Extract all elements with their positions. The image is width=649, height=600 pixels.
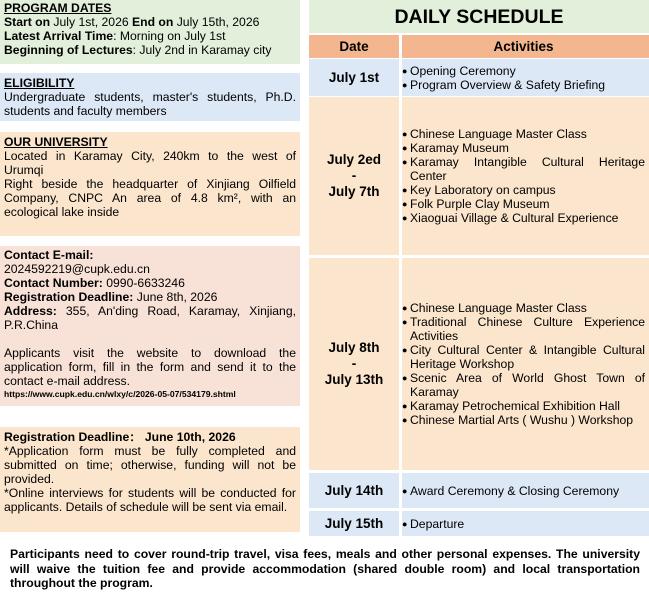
schedule-activities xyxy=(402,59,645,96)
schedule-row xyxy=(309,257,649,470)
registration-deadline-contact: Registration Deadline: June 8th, 2026 xyxy=(4,290,218,304)
university-section xyxy=(0,132,300,236)
activity-item: ● Departure xyxy=(402,517,645,531)
schedule-row xyxy=(309,58,649,96)
column-header-activities: Activities xyxy=(493,38,554,54)
schedule-activities xyxy=(402,258,645,470)
apply-instructions: Applicants visit the website to download the application form, fill in the form and send it to the contact e-mail address. xyxy=(4,346,296,388)
expenses-note: Participants need to cover round-trip travel, visa fees, meals and other personal expenses. The university will waive the tuition fee and provide accommodation (shared double room) and local transportation throughout the program. xyxy=(10,547,640,590)
column-header-date: Date xyxy=(339,38,369,54)
activity-item: ● Chinese Language Master Class xyxy=(402,127,645,141)
activity-item: ● Karamay Intangible Cultural Heritage Center xyxy=(402,155,645,183)
schedule-date: July 8th - July 13th xyxy=(324,340,384,387)
activity-item: ● Folk Purple Clay Museum xyxy=(402,197,645,211)
schedule-header-row xyxy=(309,34,649,58)
activity-item: ● Key Laboratory on campus xyxy=(402,183,645,197)
program-dates-section xyxy=(0,0,300,64)
university-heading: OUR UNIVERSITY xyxy=(4,135,108,149)
activity-item: ● Karamay Museum xyxy=(402,141,645,155)
activity-item: ● Chinese Martial Arts ( Wushu ) Workshop xyxy=(402,413,645,427)
schedule-date: July 15th xyxy=(324,515,384,531)
email-label: Contact E-mail: xyxy=(4,248,94,262)
activity-item: ● Scenic Area of World Ghost Town of Karamay xyxy=(402,371,645,399)
activity-item: ● City Cultural Center & Intangible Cultural Heritage Workshop xyxy=(402,343,645,371)
schedule-date: July 14th xyxy=(324,482,384,498)
schedule-date: July 1st xyxy=(328,69,380,85)
schedule-row xyxy=(309,96,649,255)
activity-item: ● Traditional Chinese Culture Experience Activities xyxy=(402,315,645,343)
registration-heading: Registration Deadline： June 10th, 2026 xyxy=(4,430,236,444)
activity-item: ● Program Overview & Safety Briefing xyxy=(402,78,645,92)
university-location: Located in Karamay City, 240km to the west of Urumqi xyxy=(4,149,296,177)
program-start-end: Start on July 1st, 2026 End on July 15th, 2026 xyxy=(4,15,260,29)
email-value[interactable]: 2024592219@cupk.edu.cn xyxy=(4,262,150,276)
activity-item: ● Karamay Petrochemical Exhibition Hall xyxy=(402,399,645,413)
program-dates-heading: PROGRAM DATES xyxy=(4,1,112,15)
schedule-date: July 2ed - July 7th xyxy=(326,152,382,199)
schedule-activities xyxy=(402,473,645,508)
arrival-time: Latest Arrival Time: Morning on July 1st xyxy=(4,29,226,43)
activity-item: ● Award Ceremony & Closing Ceremony xyxy=(402,484,645,498)
activity-item: ● Opening Ceremony xyxy=(402,64,645,78)
registration-note-2: *Online interviews for students will be conducted for applicants. Details of schedule will be sent via email. xyxy=(4,486,296,514)
registration-section xyxy=(0,427,300,532)
activity-item: ● Chinese Language Master Class xyxy=(402,301,645,315)
schedule-title: DAILY SCHEDULE xyxy=(309,0,649,33)
eligibility-text: Undergraduate students, master's students, Ph.D. students and faculty members xyxy=(4,90,296,118)
schedule-activities xyxy=(402,97,645,255)
university-description: Right beside the headquarter of Xinjiang Oilfield Company, CNPC An area of 4.8 km², with an ecological lake inside xyxy=(4,177,296,219)
address: Address: 355, An'ding Road, Karamay, Xinjiang, P.R.China xyxy=(4,304,296,332)
website-link[interactable]: https://www.cupk.edu.cn/wlxy/c/2026-05-07/534179.shtml xyxy=(4,389,236,399)
contact-number: Contact Number: 0990-6633246 xyxy=(4,276,185,290)
contact-section xyxy=(0,246,300,406)
schedule-row xyxy=(309,510,649,536)
eligibility-section xyxy=(0,73,300,121)
schedule-activities xyxy=(402,511,645,536)
lectures-start: Beginning of Lectures: July 2nd in Karamay city xyxy=(4,43,272,57)
registration-note-1: *Application form must be fully completed and submitted on time; otherwise, funding will not be provided. xyxy=(4,444,296,486)
schedule-row xyxy=(309,472,649,508)
eligibility-heading: ELIGIBILITY xyxy=(4,76,75,90)
activity-item: ● Xiaoguai Village & Cultural Experience xyxy=(402,211,645,225)
